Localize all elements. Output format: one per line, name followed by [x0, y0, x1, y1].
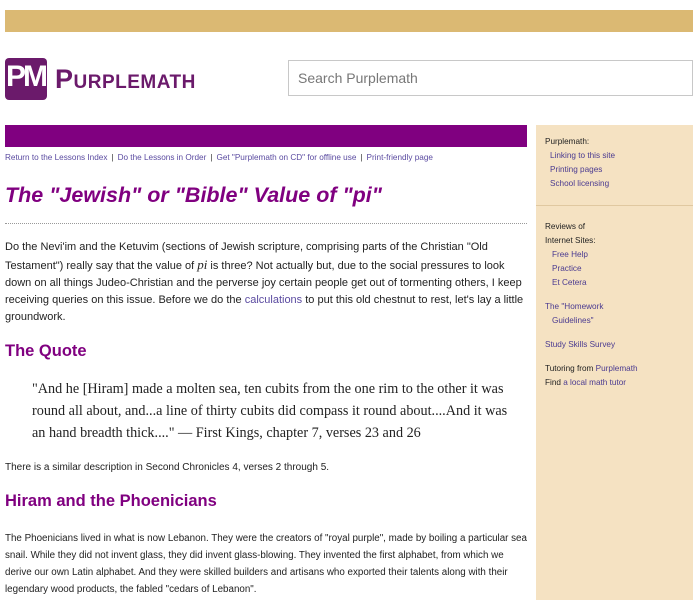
- lessons-index-link[interactable]: Return to the Lessons Index: [5, 153, 108, 162]
- bible-quote: "And he [Hiram] made a molten sea, ten cubits from the one rim to the other it was round all about, and...a line of thirty cubits did compass it round about....And it was an hand breadth thick...." — First Kings, chapter 7, verses 23 and 26: [32, 381, 508, 441]
- nav-separator: |: [111, 153, 114, 162]
- sidebar-link-free-help[interactable]: Free Help: [552, 250, 588, 259]
- sidebar-link-et-cetera[interactable]: Et Cetera: [552, 278, 587, 287]
- logo-mark-icon: PM: [5, 58, 47, 100]
- sidebar-reviews-label: Reviews of: [545, 222, 586, 231]
- purplemath-cd-link[interactable]: Get "Purplemath on CD" for offline use: [216, 153, 357, 162]
- sidebar-homework-section: [545, 300, 603, 328]
- sidebar-link-local-tutor[interactable]: a local math tutor: [563, 378, 627, 387]
- sidebar-link-printing[interactable]: Printing pages: [550, 165, 603, 174]
- logo-text: Purplemath: [55, 63, 196, 94]
- top-banner-bar: [5, 10, 693, 32]
- sidebar-divider: [536, 205, 693, 206]
- calculations-link[interactable]: calculations: [244, 294, 303, 306]
- sidebar-survey-section: [545, 338, 615, 352]
- section-heading-phoenicians: Hiram and the Phoenicians: [5, 492, 217, 510]
- find-text: Find: [545, 378, 564, 387]
- tutoring-text: Tutoring from: [545, 364, 596, 373]
- lessons-in-order-link[interactable]: Do the Lessons in Order: [117, 153, 207, 162]
- site-logo[interactable]: [5, 58, 196, 100]
- sidebar-link-homework[interactable]: The "Homework: [545, 302, 604, 311]
- page-title: The "Jewish" or "Bible" Value of "pi": [5, 183, 382, 207]
- print-friendly-link[interactable]: Print-friendly page: [366, 153, 433, 162]
- sidebar-reviews-section: [545, 220, 596, 290]
- pi-symbol: pi: [197, 257, 208, 272]
- sidebar-reviews-label-2: Internet Sites:: [545, 236, 596, 245]
- title-divider: [5, 223, 527, 224]
- content-header-bar: [5, 125, 527, 147]
- similar-description-text: There is a similar description in Second Chronicles 4, verses 2 through 5.: [5, 462, 330, 473]
- search-input[interactable]: [288, 60, 693, 96]
- sidebar-link-tutoring[interactable]: Purplemath: [595, 364, 638, 373]
- intro-paragraph: Do the Nevi'im and the Ketuvim (sections of Jewish scripture, comprising parts of the Christian "Old Testament") really say that the value of pi is three? Not actually but, due to the social pressures to look down on all things Judeo-Christian and the perverse joy certain people get out of tormenting others, I keep receiving queries on this issue. Before we do the calculations to put this old chestnut to rest, let's lay a little groundwork.: [5, 241, 524, 323]
- section-heading-quote: The Quote: [5, 342, 87, 360]
- sidebar-link-licensing[interactable]: School licensing: [550, 179, 610, 188]
- sidebar-tutoring-section: [545, 362, 638, 390]
- sidebar-link-linking[interactable]: Linking to this site: [550, 151, 616, 160]
- phoenicians-paragraph: The Phoenicians lived in what is now Lebanon. They were the creators of "royal purple", made by boiling a particular sea snail. While they did not invent glass, they did invent glass-blowing. They invented the first alphabet, from which we derive our own Latin alphabet. And they were skilled builders and artisans who exported their talents along with their legendary wood products, the fabled "cedars of Lebanon".: [5, 533, 527, 595]
- sidebar-link-practice[interactable]: Practice: [552, 264, 582, 273]
- nav-separator: |: [210, 153, 213, 162]
- lesson-nav-links: [5, 153, 527, 162]
- sidebar-purplemath-label: Purplemath:: [545, 137, 590, 146]
- sidebar-link-survey[interactable]: Study Skills Survey: [545, 340, 616, 349]
- sidebar: [536, 125, 693, 600]
- sidebar-link-guidelines[interactable]: Guidelines": [552, 316, 594, 325]
- nav-separator: |: [360, 153, 363, 162]
- sidebar-purplemath-section: [545, 135, 615, 191]
